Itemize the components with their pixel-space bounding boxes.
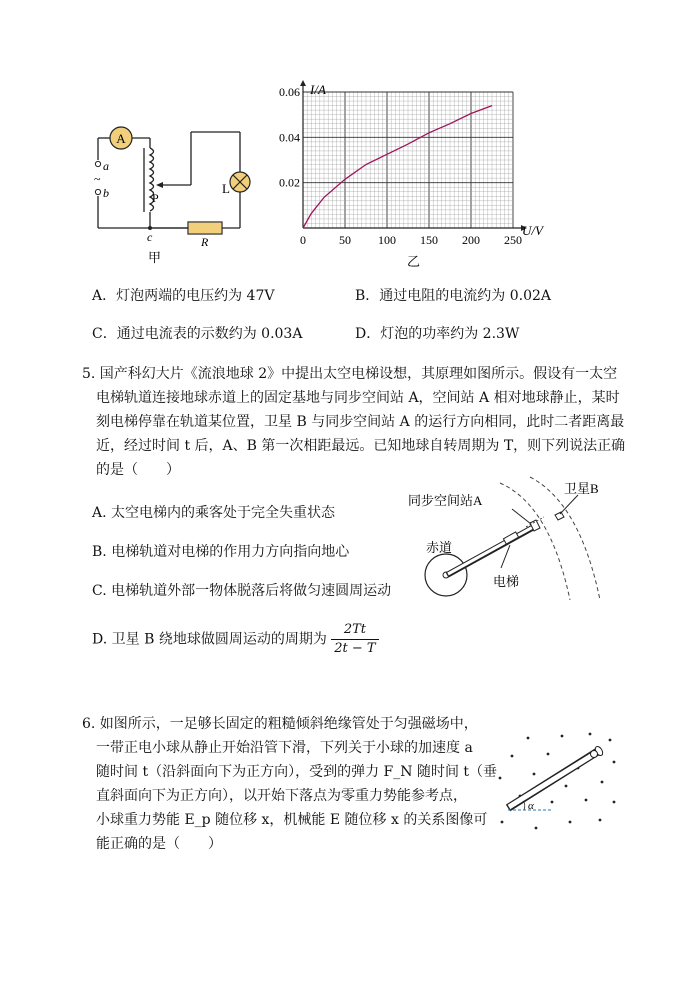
q6-stem-line: 能正确的是（ ） <box>96 836 222 852</box>
q5-stem-line: 近，经过时间 t 后，A、B 第一次相距最远。已知地球自转周期为 T，则下列说法正确 <box>96 438 626 454</box>
q5-stem <box>82 362 625 482</box>
fraction-numerator: 2Tt <box>331 621 378 640</box>
field-dot <box>547 753 550 756</box>
lamp-label: L <box>222 181 230 196</box>
fraction-denominator: 2t − T <box>334 641 376 656</box>
x-tick-label: 0 <box>300 233 306 247</box>
y-axis-label: I/A <box>310 82 326 97</box>
circuit-caption: 甲 <box>148 250 162 265</box>
field-dot <box>511 755 514 758</box>
q5-option-b: B. 电梯轨道对电梯的作用力方向指向地心 <box>92 544 350 560</box>
q6-stem-line: 一带正电小球从静止开始沿管下滑，下列关于小球的加速度 a <box>96 740 473 756</box>
x-tick-label: 100 <box>378 233 396 247</box>
angle-label: α <box>528 800 534 812</box>
space-elevator-diagram <box>400 475 615 605</box>
field-dot <box>527 737 530 740</box>
y-tick-label: 0.04 <box>279 130 300 145</box>
q4-option-d: D．灯泡的功率约为 2.3W <box>355 326 520 342</box>
y-tick-label: 0.02 <box>279 175 300 190</box>
field-dot <box>501 821 504 824</box>
field-dot <box>565 785 568 788</box>
field-dot <box>613 801 616 804</box>
q6-stem-line: 小球重力势能 E_p 随位移 x，机械能 E 随位移 x 的关系图像可 <box>96 812 488 828</box>
field-dot <box>561 735 564 738</box>
q4-option-a: A．灯泡两端的电压约为 47V <box>92 288 275 304</box>
field-dot <box>601 781 604 784</box>
terminal-b-label: b <box>103 186 109 200</box>
equator-label: 赤道 <box>426 540 453 555</box>
q5-stem-line: 电梯轨道连接地球赤道上的固定基地与同步空间站 A，空间站 A 相对地球静止，某时 <box>96 390 620 406</box>
elevator-label: 电梯 <box>493 574 520 589</box>
x-axis-label: U/V <box>522 223 543 238</box>
terminal-a-label: a <box>103 159 109 173</box>
node-c-label: c <box>147 230 153 244</box>
field-dot <box>535 827 538 830</box>
y-axis-arrow <box>300 80 306 86</box>
graph-caption: 乙 <box>407 254 421 269</box>
q5-stem-line: 的是（ ） <box>96 462 180 478</box>
q5-option-c: C. 电梯轨道外部一物体脱落后将做匀速圆周运动 <box>92 583 392 599</box>
q6-stem-line: 6. 如图所示，一足够长固定的粗糙倾斜绝缘管处于匀强磁场中， <box>82 716 478 732</box>
x-tick-label: 50 <box>339 233 351 247</box>
field-dot <box>499 777 502 780</box>
x-tick-label: 200 <box>462 233 480 247</box>
x-tick-label: 150 <box>420 233 438 247</box>
field-dot <box>589 733 592 736</box>
q6-stem <box>82 712 497 856</box>
inclined-tube-diagram <box>490 730 620 840</box>
ac-symbol: ~ <box>94 172 101 186</box>
field-dot <box>613 761 616 764</box>
iu-curve <box>303 106 492 228</box>
q5-option-d-text: D. 卫星 B 绕地球做圆周运动的周期为 <box>92 631 327 648</box>
field-dot <box>551 801 554 804</box>
q5-option-d <box>92 621 379 658</box>
field-dot <box>533 773 536 776</box>
y-tick-label: 0.06 <box>279 85 300 99</box>
ammeter-label: A <box>116 131 126 146</box>
circuit-diagram <box>88 120 278 270</box>
field-dot <box>569 821 572 824</box>
period-fraction <box>331 621 378 658</box>
q6-stem-line: 随时间 t（沿斜面向下为正方向），受到的弹力 F_N 随时间 t（垂 <box>96 764 498 780</box>
q5-option-a: A. 太空电梯内的乘客处于完全失重状态 <box>92 505 336 521</box>
slider-label: P <box>152 191 159 205</box>
resistor-label: R <box>201 235 209 249</box>
iu-graph <box>270 78 543 270</box>
satellite-label: 卫星B <box>564 481 599 496</box>
field-dot <box>599 819 602 822</box>
field-dot <box>585 799 588 802</box>
station-label: 同步空间站A <box>408 493 483 508</box>
q6-stem-line: 直斜面向下为正方向），以开始下落点为零重力势能参考点， <box>96 788 467 804</box>
q4-option-b: B．通过电阻的电流约为 0.02A <box>355 288 552 304</box>
field-dot <box>609 739 612 742</box>
q5-stem-line: 刻电梯停靠在轨道某位置，卫星 B 与同步空间站 A 的运行方向相同，此时二者距离最 <box>96 414 625 430</box>
q5-stem-line: 5. 国产科幻大片《流浪地球 2》中提出太空电梯设想，其原理如图所示。假设有一太空 <box>82 366 618 382</box>
x-tick-label: 250 <box>504 233 522 247</box>
q4-option-c: C．通过电流表的示数约为 0.03A <box>92 326 303 342</box>
